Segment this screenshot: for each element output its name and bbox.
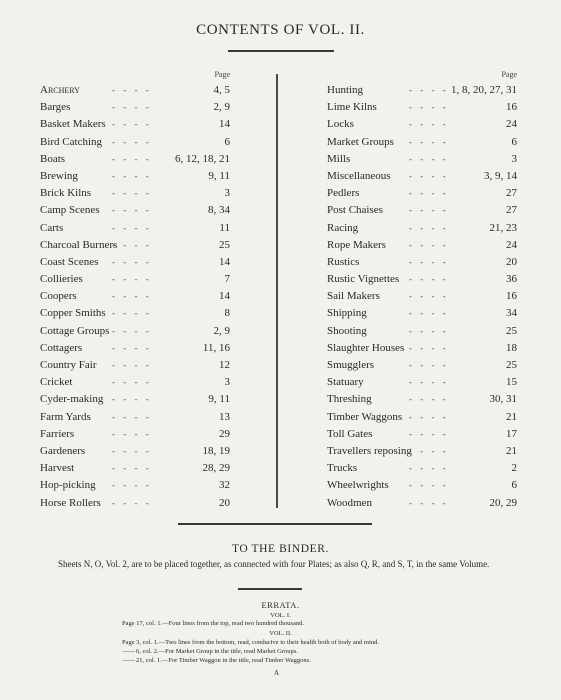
leader-dashes: - - - - [112,170,152,181]
entry-page: 21, 23 [489,221,517,234]
entry-name: Racing [327,221,359,234]
entry-name: Sail Makers [327,290,380,303]
errata-line-text: 3, col. 1.—Two lines from the bottom, read, conducive to their health both of body and mind. [136,639,379,646]
entry-page: 13 [219,410,230,423]
errata-line-label: Page [122,639,135,646]
entry-name: Pedlers [327,187,360,200]
contents-entry [40,237,230,254]
leader-dashes: - - - - [112,239,152,250]
entry-page: 36 [506,273,517,286]
entry-page: 14 [219,255,230,268]
errata-vol2-heading: VOL. II. [269,630,292,637]
leader-dashes: - - - - [409,153,449,164]
section-rule [178,523,372,525]
leader-dashes: - - - - [112,325,152,336]
entry-name: Toll Gates [327,427,373,440]
entry-page: 17 [506,427,517,440]
contents-entry [40,323,230,340]
entry-page: 32 [219,479,230,492]
leader-dashes: - - - - [112,308,152,319]
entry-page: 6 [511,135,517,148]
entry-name: Cyder-making [40,393,104,406]
leader-dashes: - - - - [112,119,152,130]
leader-dashes: - - - - [409,188,449,199]
errata-line-text: 21, col. 1.—For Timber Waggon in the title, read Timber Waggons. [136,657,311,664]
entry-page: 3 [224,376,230,389]
entry-page: 3 [511,152,517,165]
entry-name: Cottage Groups [40,324,110,337]
leader-dashes: - - - - [409,291,449,302]
errata-heading: ERRATA. [261,600,300,610]
entry-page: 6 [224,135,230,148]
entry-name: Barges [40,101,71,114]
leader-dashes: - - - - [409,102,449,113]
entry-page: 25 [506,359,517,371]
leader-dashes: - - - - [409,377,449,388]
contents-entry [327,82,517,99]
contents-entry [327,305,517,322]
entry-page: 12 [219,359,230,371]
entry-name: Cottagers [40,341,83,354]
entry-name: Wheelwrights [327,479,389,492]
leader-dashes: - - - - [409,274,449,285]
entry-name: Miscellaneous [327,169,391,182]
contents-entry [327,409,517,426]
entry-page: 34 [506,307,517,320]
contents-entry [327,168,517,185]
leader-dashes: - - - - [112,136,152,147]
errata-vol2-line [122,648,298,655]
entry-page: 16 [506,290,517,303]
contents-entry [40,477,230,494]
entry-page: 1, 8, 20, 27, 31 [451,84,517,96]
contents-entry [327,340,517,357]
leader-dashes: - - - - [112,377,152,388]
leader-dashes: - - - - [409,256,449,267]
leader-dashes: - - - - [112,102,152,113]
contents-entry [40,116,230,133]
contents-entry [40,374,230,391]
contents-entry [327,99,517,116]
entry-name: Hunting [327,84,364,96]
leader-dashes: - - - - [409,360,449,370]
entry-name: Rustic Vignettes [327,273,400,286]
entry-name: Lime Kilns [327,101,377,114]
contents-entry [327,443,517,460]
entry-page: 24 [506,238,517,251]
entry-page: 25 [506,324,517,337]
leader-dashes: - - - - [112,445,152,456]
contents-entry [40,391,230,408]
entry-name: Market Groups [327,135,394,148]
leader-dashes: - - - - [112,360,152,370]
leader-dashes: - - - - [112,463,152,474]
entry-page: 4, 5 [213,84,230,96]
entry-name: Coopers [40,290,77,303]
entry-name: Boats [40,152,66,165]
entry-name: Gardeners [40,444,86,457]
contents-entry [40,134,230,151]
contents-entry [327,374,517,391]
entry-name: Horse Rollers [40,496,101,509]
leader-dashes: - - - - [409,411,449,422]
entry-page: 20 [219,496,230,509]
leader-dashes: - - - - [112,342,152,353]
contents-entry [40,202,230,219]
entry-name: Hop-picking [40,479,96,492]
leader-dashes: - - - - [409,463,449,474]
leader-dashes: - - - - [409,85,449,95]
entry-page: 21 [506,444,517,457]
leader-dashes: - - - - [112,274,152,285]
entry-name: Post Chaises [327,204,383,217]
leader-dashes: - - - - [112,205,152,216]
entry-page: 9, 11 [208,169,230,182]
errata-line-label: —— [122,657,135,664]
contents-entry [40,220,230,237]
entry-page: 14 [219,290,230,303]
contents-entry [327,254,517,271]
entry-name: Country Fair [40,359,97,371]
entry-page: 11 [219,221,230,234]
entry-name: Smugglers [327,359,375,371]
entry-page: 15 [506,376,517,389]
leader-dashes: - - - - [112,411,152,422]
entry-page: 28, 29 [202,462,230,475]
contents-entry [327,185,517,202]
entry-name: Camp Scenes [40,204,100,217]
contents-entry [327,460,517,477]
contents-entry [327,271,517,288]
leader-dashes: - - - - [409,119,449,130]
entry-name: Copper Smiths [40,307,106,320]
entry-name: Slaughter Houses [327,341,405,354]
entry-name: Rope Makers [327,238,386,251]
left-entries [40,82,230,512]
entry-name: Charcoal Burners [40,238,118,251]
entry-page: 7 [224,273,230,286]
leader-dashes: - - - - [112,480,152,491]
contents-entry [40,99,230,116]
entry-name: Mills [327,152,351,165]
entry-page: 21 [506,410,517,423]
contents-entry [327,495,517,512]
contents-entry [327,134,517,151]
title-rule [228,50,334,52]
page-column-header: Page [501,70,517,79]
entry-name: Cricket [40,376,73,389]
entry-page: 2, 9 [213,324,230,337]
entry-name: Brewing [40,169,78,182]
leader-dashes: - - - - [409,222,449,233]
page-title: CONTENTS OF VOL. II. [196,22,365,38]
leader-dashes: - - - - [112,188,152,199]
contents-entry [40,460,230,477]
entry-name: Farriers [40,427,75,440]
contents-entry [40,305,230,322]
contents-entry [327,220,517,237]
contents-entry [327,288,517,305]
leader-dashes: - - - - [409,480,449,491]
entry-name: Bird Catching [40,135,103,148]
entry-name: Harvest [40,462,75,475]
contents-entry [327,357,517,374]
signature-mark: A [274,669,280,677]
leader-dashes: - - - - [112,153,152,164]
contents-entry [40,168,230,185]
contents-entry [40,151,230,168]
leader-dashes: - - - - [112,85,152,95]
leader-dashes: - - - - [409,497,449,508]
entry-name: Rustics [327,255,360,268]
contents-entry [40,254,230,271]
entry-page: 11, 16 [202,341,230,354]
entry-page: 6, 12, 18, 21 [175,152,230,165]
entry-name: Trucks [327,462,358,475]
leader-dashes: - - - - [112,291,152,302]
entry-name: Archery [40,84,80,96]
entry-page: 24 [506,118,517,131]
entry-page: 3, 9, 14 [484,169,517,182]
errata-vol1-heading: VOL. I. [270,612,291,619]
contents-entry [40,82,230,99]
errata-rule [238,588,302,590]
entry-name: Collieries [40,273,83,286]
leader-dashes: - - - - [409,239,449,250]
contents-entry [327,391,517,408]
leader-dashes: - - - - [112,222,152,233]
leader-dashes: - - - - [409,428,449,439]
entry-page: 27 [506,187,517,200]
binder-heading: TO THE BINDER. [231,543,330,555]
entry-page: 30, 31 [489,393,517,406]
contents-entry [327,477,517,494]
leader-dashes: - - - - [409,170,449,181]
leader-dashes: - - - - [112,256,152,267]
entry-page: 2 [511,462,517,475]
entry-name: Brick Kilns [40,187,92,200]
leader-dashes: - - - - [409,136,449,147]
column-divider [276,74,278,508]
contents-entry [40,271,230,288]
contents-entry [40,443,230,460]
leader-dashes: - - - - [409,325,449,336]
entry-page: 20 [506,255,517,268]
contents-entry [40,340,230,357]
leader-dashes: - - - - [112,428,152,439]
entry-name: Basket Makers [40,118,106,131]
page-column-header: Page [214,70,230,79]
contents-entry [327,202,517,219]
entry-page: 25 [219,238,230,251]
contents-entry [40,357,230,374]
entry-name: Shooting [327,324,367,337]
leader-dashes: - - - - [409,342,449,353]
right-entries [327,82,517,512]
entry-name: Locks [327,118,354,131]
entry-name: Timber Waggons [327,410,403,423]
leader-dashes: - - - - [409,445,449,456]
entry-page: 18, 19 [202,444,230,457]
entry-page: 3 [224,187,230,200]
entry-name: Coast Scenes [40,255,99,268]
errata-vol1-line: Page 17, col. 1.—Four lines from the top, read two hundred thousand. [122,620,304,627]
entry-page: 8 [224,307,230,320]
contents-entry [40,409,230,426]
entry-name: Travellers reposing [327,444,412,457]
errata-line-text: 6, col. 2.—For Market Group in the title, read Market Groups. [136,648,298,655]
entry-page: 20, 29 [489,496,517,509]
entry-page: 2, 9 [213,101,230,114]
entry-name: Statuary [327,376,364,389]
entry-name: Farm Yards [40,410,91,423]
leader-dashes: - - - - [112,497,152,508]
entry-page: 16 [506,101,517,114]
contents-entry [40,288,230,305]
contents-entry [327,151,517,168]
entry-name: Woodmen [327,496,372,509]
entry-page: 8, 34 [208,204,230,217]
errata-vol2-line [122,639,379,646]
entry-name: Threshing [327,393,372,406]
entry-page: 27 [506,204,517,217]
leader-dashes: - - - - [409,308,449,319]
errata-vol2-line [122,657,311,664]
entry-page: 18 [506,341,517,354]
leader-dashes: - - - - [112,394,152,405]
contents-entry [327,426,517,443]
entry-page: 14 [219,118,230,131]
contents-entry [40,495,230,512]
contents-entry [40,426,230,443]
leader-dashes: - - - - [409,205,449,216]
errata-line-label: —— [122,648,135,655]
contents-entry [327,237,517,254]
binder-note: Sheets N, O, Vol. 2, are to be placed together, as connected with four Plates; as also Q, R, and S, T, in the same Volume. [58,559,490,569]
entry-name: Shipping [327,307,367,320]
entry-page: 29 [219,427,230,440]
contents-entry [327,323,517,340]
entry-page: 9, 11 [208,393,230,406]
contents-entry [327,116,517,133]
entry-name: Carts [40,221,64,234]
leader-dashes: - - - - [409,394,449,405]
contents-entry [40,185,230,202]
entry-page: 6 [511,479,517,492]
